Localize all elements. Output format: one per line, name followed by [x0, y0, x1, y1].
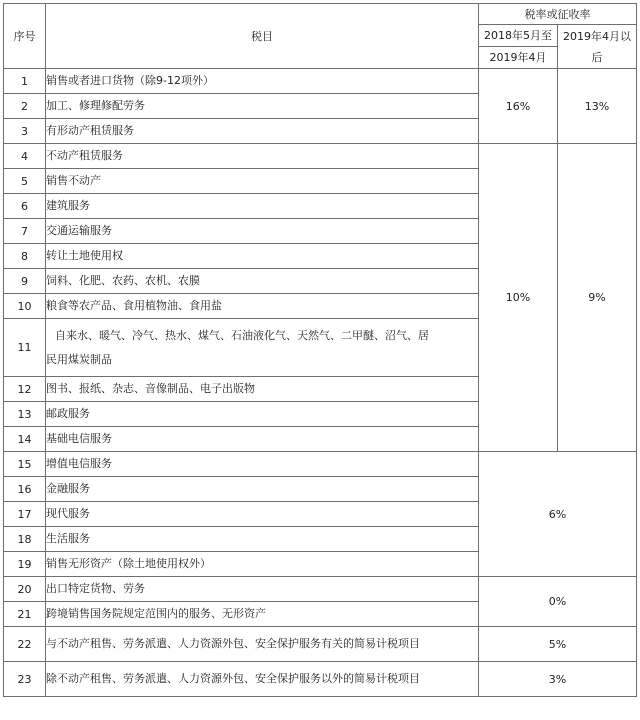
row-item: 与不动产租售、劳务派遣、人力资源外包、安全保护服务有关的简易计税项目 [46, 627, 479, 662]
rate-10: 10% [479, 144, 558, 452]
row-item: 跨境销售国务院规定范围内的服务、无形资产 [46, 602, 479, 627]
row-index: 4 [4, 144, 46, 169]
row-item: 销售或者进口货物（除9-12项外） [46, 69, 479, 94]
header-item: 税目 [46, 4, 479, 69]
row-item: 金融服务 [46, 477, 479, 502]
rate-16: 16% [479, 69, 558, 144]
row-index: 11 [4, 319, 46, 377]
row-index: 18 [4, 527, 46, 552]
row-index: 5 [4, 169, 46, 194]
row-index: 21 [4, 602, 46, 627]
row-index: 13 [4, 402, 46, 427]
row-item: 加工、修理修配劳务 [46, 94, 479, 119]
row-item: 销售不动产 [46, 169, 479, 194]
row-item: 建筑服务 [46, 194, 479, 219]
row-item: 有形动产租赁服务 [46, 119, 479, 144]
row-index: 1 [4, 69, 46, 94]
header-period-b: 2019年4月以后 [558, 25, 637, 69]
row-index: 17 [4, 502, 46, 527]
rate-9: 9% [558, 144, 637, 452]
row-index: 12 [4, 377, 46, 402]
rate-13: 13% [558, 69, 637, 144]
row-item-line1: 自来水、暖气、冷气、热水、煤气、石油液化气、天然气、二甲醚、沼气、居 [55, 328, 429, 342]
header-period-a-line2: 2019年4月 [479, 47, 558, 69]
row-item: 增值电信服务 [46, 452, 479, 477]
header-rate-group: 税率或征收率 [479, 4, 637, 25]
row-index: 15 [4, 452, 46, 477]
row-item: 销售无形资产（除土地使用权外） [46, 552, 479, 577]
row-item [46, 319, 479, 377]
tax-rate-table [3, 3, 637, 697]
row-index: 23 [4, 662, 46, 697]
row-item: 出口特定货物、劳务 [46, 577, 479, 602]
row-item-line2: 民用煤炭制品 [46, 352, 112, 366]
row-item: 邮政服务 [46, 402, 479, 427]
row-index: 22 [4, 627, 46, 662]
rate-6: 6% [479, 452, 637, 577]
row-index: 9 [4, 269, 46, 294]
header-index: 序号 [4, 4, 46, 69]
row-index: 16 [4, 477, 46, 502]
row-index: 10 [4, 294, 46, 319]
row-index: 3 [4, 119, 46, 144]
row-item: 饲料、化肥、农药、农机、农膜 [46, 269, 479, 294]
row-index: 19 [4, 552, 46, 577]
row-index: 20 [4, 577, 46, 602]
row-item: 粮食等农产品、食用植物油、食用盐 [46, 294, 479, 319]
header-period-a-line1: 2018年5月至 [479, 25, 558, 47]
row-index: 2 [4, 94, 46, 119]
row-index: 6 [4, 194, 46, 219]
row-item: 交通运输服务 [46, 219, 479, 244]
row-item: 不动产租赁服务 [46, 144, 479, 169]
row-index: 7 [4, 219, 46, 244]
rate-5: 5% [479, 627, 637, 662]
row-item: 生活服务 [46, 527, 479, 552]
row-item: 图书、报纸、杂志、音像制品、电子出版物 [46, 377, 479, 402]
rate-0: 0% [479, 577, 637, 627]
row-index: 8 [4, 244, 46, 269]
rate-3: 3% [479, 662, 637, 697]
row-item: 转让土地使用权 [46, 244, 479, 269]
row-item: 除不动产租售、劳务派遣、人力资源外包、安全保护服务以外的简易计税项目 [46, 662, 479, 697]
row-item: 基础电信服务 [46, 427, 479, 452]
row-index: 14 [4, 427, 46, 452]
row-item: 现代服务 [46, 502, 479, 527]
